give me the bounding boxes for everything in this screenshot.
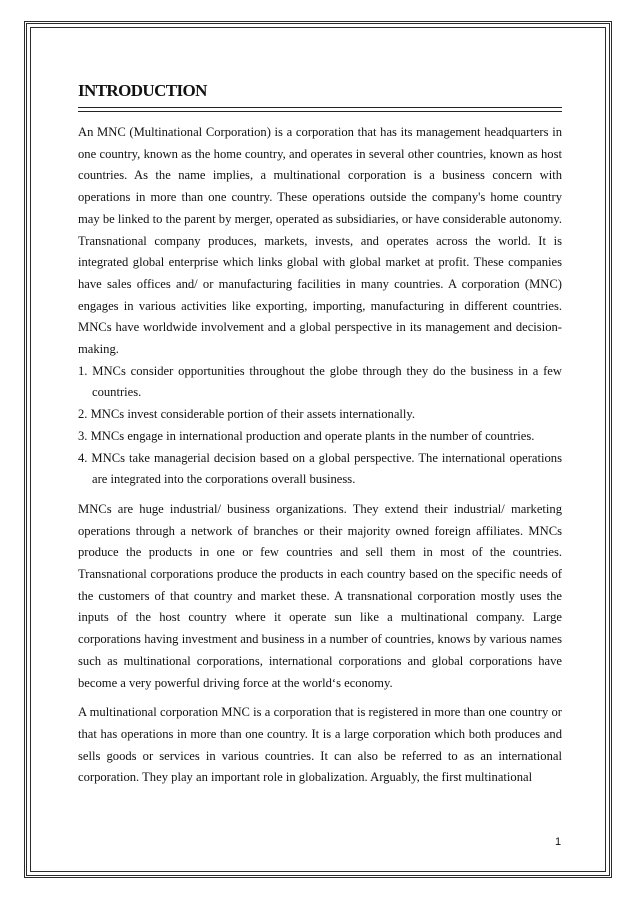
list-item: 2. MNCs invest considerable portion of their assets internationally. — [78, 407, 416, 422]
page-number: 1 — [555, 836, 562, 848]
characteristics-list — [78, 361, 562, 491]
list-item: 1. MNCs consider opportunities throughout the globe through they do the business in a few countries. — [78, 363, 562, 400]
section-heading: INTRODUCTION — [78, 81, 207, 100]
paragraph-intro: An MNC (Multinational Corporation) is a corporation that has its management headquarters in one country, known as the home country, and operates in several other countries, known as host countries. As the name implies, a multinational corporation is a business concern with operations in more than one country. These operations outside the company's home country may be linked to the parent by merger, operated as subsidiaries, or have considerable autonomy. Transnational company produces, markets, invests, and operates across the world. It is integrated global enterprise which links global with global market at profit. These companies have sales offices and/ or manufacturing facilities in many countries. A corporation (MNC) engages in various activities like exporting, importing, manufacturing in different countries. MNCs have worldwide involvement and a global perspective in its management and decision- making. — [78, 125, 562, 357]
paragraph-mnc-definition: A multinational corporation MNC is a corporation that is registered in more than one country or that has operations in more than one country. It is a large corporation which both produces and sells goods or services in various countries. It can also be referred to as an international corporation. They play an important role in globalization. Arguably, the first multinational — [78, 705, 562, 785]
paragraph-mnc-overview: MNCs are huge industrial/ business organizations. They extend their industrial/ marketing operations through a network of branches or their majority owned foreign affiliates. MNCs produce the products in one or few countries and sell them in most of the countries. Transnational corporations produce the products in each country based on the specific needs of the customers of that country and market these. A transnational corporation mostly uses the inputs of the host country where it operate sun like a multinational company. Large corporations having investment and business in a number of countries, knows by various names such as multinational corporations, international corporations and global corporations have become a very powerful driving force at the world‘s economy. — [78, 501, 562, 690]
list-item: 4. MNCs take managerial decision based on a global perspective. The international operations are integrated into the corporations overall business. — [78, 450, 562, 487]
list-item: 3. MNCs engage in international production and operate plants in the number of countries. — [78, 428, 535, 443]
heading-underline — [78, 107, 562, 112]
document-body — [78, 80, 562, 789]
